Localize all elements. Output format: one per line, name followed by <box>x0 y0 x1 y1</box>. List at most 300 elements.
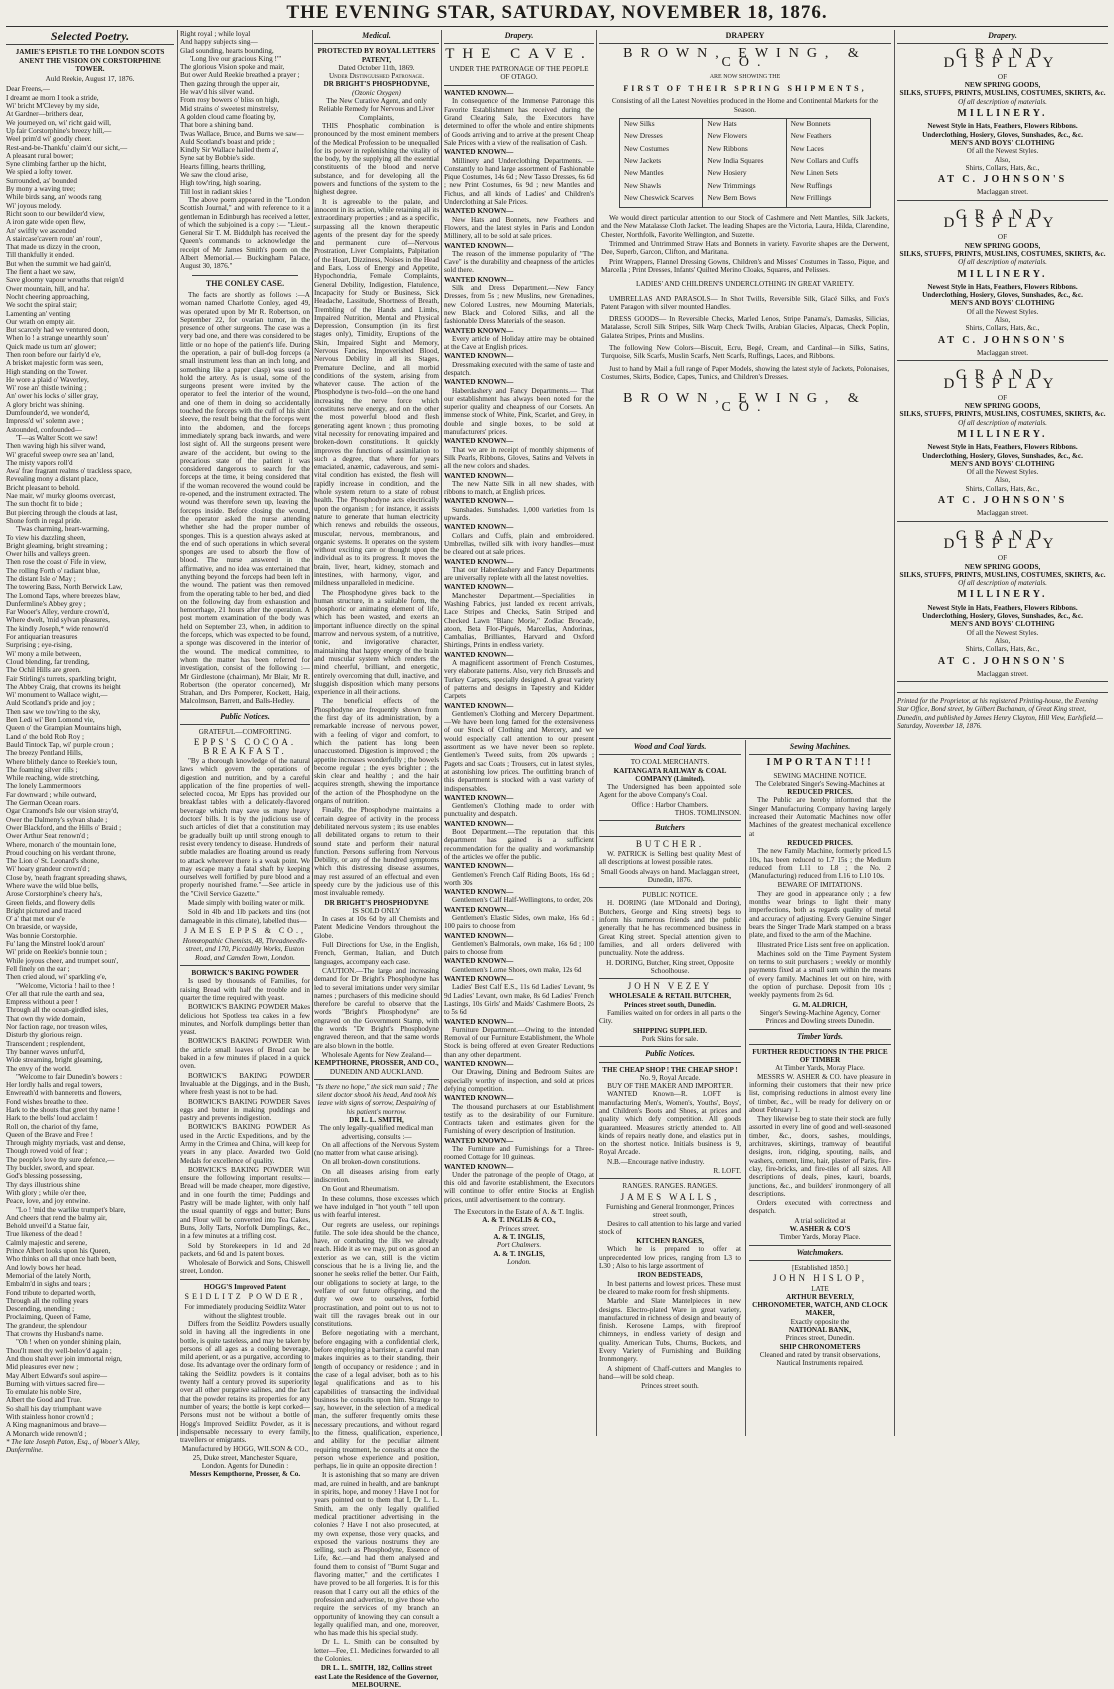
ad-johnson: AT C. JOHNSON'S <box>937 334 1068 346</box>
ad-mens: MEN'S AND BOYS' CLOTHING <box>950 299 1055 308</box>
ad-established: [Established 1850.] <box>792 1263 848 1272</box>
poem-line: The towering Bass, North Berwick Law, <box>6 583 123 592</box>
poem-line: Wi' joyous melody. <box>6 201 62 210</box>
poem-line: Hearts filling, hearts thrilling, <box>180 162 266 171</box>
ad-quote: "Is there no hope," the sick man said ; The silent doctor shook his head, And took his leave with signs of sorrow, Despairing of his patient's morrow. <box>315 1082 438 1116</box>
ad-paragraph: BORWICK'S BAKING POWDER As used in the Arctic Expeditions, and by the Army in the Crimea and China, will keep for years in any place. Awarded two Gold Medals for excellence of quality. <box>180 1123 310 1165</box>
ad-office: Office : Harbor Chambers. <box>631 800 709 809</box>
johnson-ad <box>897 46 1108 200</box>
ad-body <box>180 977 310 1275</box>
poem-line: A glory bricht was shining. <box>6 400 85 409</box>
ad-body: Which he is prepared to offer at unprecedented low prices, ranging from L3 to L30 ; Also to his large assortment of <box>599 1245 741 1271</box>
ad-name: DR L. L. SMITH, <box>349 1116 404 1124</box>
ad-millinery: MILLINERY. <box>957 428 1048 440</box>
wanted-item: Gentlemen's Clothing made to order with punctuality and despatch. <box>444 802 594 819</box>
poem-line: Roll on, the chariot of thy fame, <box>6 1122 99 1131</box>
johnson-ad <box>897 527 1108 682</box>
poem-line: Revealing mony a distant place, <box>6 475 99 484</box>
poem-line: Surprising ; eye-rising, <box>6 641 73 650</box>
poem-line: Fond wishes breathe to thee. <box>6 1097 89 1106</box>
ad-street: Maclaggan street. <box>976 188 1029 197</box>
ad-showing: ARE NOW SHOWING THE <box>709 73 781 80</box>
wanted-item: Ladies' Best Calf E.S., 11s 6d Ladies' Levant, 9s 9d Ladies' Levant, own make, 8s 6d Ladies' French Lastings, 10s Girls' and Maids' Cashmere Boots, 2s to 5s 6d <box>444 983 594 1017</box>
wanted-label: WANTED KNOWN— <box>444 1136 514 1145</box>
goods-grid <box>619 118 871 208</box>
wanted-item: Millinery and Underclothing Departments. —Constantly to hand large assortment of Fashionable Pique Costumes, 14s 6d ; New Tasso Dresses, 6s 6d ; new Print Costumes, 6s 9d ; new Mantles and Fichus, and all kinds of Ladies' and Children's Underclothing at Sale Prices. <box>444 156 594 207</box>
poem-line: Thy banner waves unfurl'd, <box>6 1047 85 1056</box>
poem-line: A staircase'cavern roun' an' roun', <box>6 234 102 243</box>
poem-line: Up fair Corstorphine's breezy hill,— <box>6 126 112 135</box>
poem-line: The sun thocht fit to bide ; <box>6 500 83 509</box>
ad-body: In cases at 10s 6d by all Chemists and Patent Medicine Vendors throughout the Globe. <box>314 915 439 940</box>
wanted-item: Every article of Holiday attire may be obtained at the Cave at English prices. <box>444 334 594 352</box>
poem-line: A King magnanimous and brave— <box>6 1421 107 1430</box>
ad-body <box>314 122 439 898</box>
brown-ewing-ad <box>599 30 891 736</box>
poem-line: O'er all that rule the earth and sea, <box>6 989 105 998</box>
wanted-label: WANTED KNOWN— <box>444 819 514 828</box>
ad-body: The Public are hereby informed that the Singer Manufacturing Company having largely increased their Automatic Machines now offer Machines of the greatest mechanical excellence at <box>749 796 891 838</box>
poem-line: While joyous cheer, and trumpet soun', <box>6 956 119 965</box>
ad-ladies: LADIES' AND CHILDREN'S UNDERCLOTHING IN GREAT VARIETY. <box>636 280 854 289</box>
goods-item: New Feathers <box>790 131 832 141</box>
ad-name: JOHN VEZEY <box>627 981 713 992</box>
poem-line: Thy days illustrious shine <box>6 1180 81 1189</box>
ad-paragraph: Before negotiating with a merchant, before engaging with a confidential clerk, before employing a barrister, a careful man makes inquiries as to their standing, their length of occupancy or residence ; and in the case of a legal adviser, both as to his legal qualifications and as to his capabilities of transacting the individual business he consults upon him. Strange to say, however, in the selection of a medical man, the sufferer frequently omits these necessary precautions, and without regard to the fitness, qualification, experience, and ability for the peculiar ailment requiring treatment, he consults at once the person whose experience and position, perhaps, lie in quite an opposite direction ! <box>314 1329 439 1471</box>
section-heading: Watchmakers. <box>796 1247 844 1257</box>
divider <box>180 724 310 725</box>
ad-street: Maclaggan street. <box>976 509 1029 518</box>
ad-list-item: On Gout and Rheumatism. <box>322 1185 400 1194</box>
ad-shirts: Shirts, Collars, Hats, &c., <box>965 324 1040 333</box>
poem-line: Glad sounding, hearts bounding, <box>180 46 274 55</box>
poem-line: Transcendent ; resplendent, <box>6 1039 85 1048</box>
section-heading: Sewing Machines. <box>789 742 851 751</box>
poem-line: Bauld Tintock Tap, wi' purple croun ; <box>6 740 114 749</box>
ad-company: KAITANGATA RAILWAY & COAL COMPANY (Limited). <box>613 766 727 783</box>
ad-city: MELBOURNE. <box>352 1680 401 1689</box>
ad-reduced: REDUCED PRICES. <box>787 788 853 797</box>
ad-late: LATE <box>811 1284 829 1293</box>
ad-name: DR BRIGHT'S PHOSPHODYNE, <box>323 80 430 89</box>
ad-body: A shipment of Chaff-cutters and Mangles to hand—will be sold cheap. <box>599 1364 741 1381</box>
wanted-label: WANTED KNOWN— <box>444 557 514 566</box>
poem-line: While birds sang, an' woods rang <box>6 193 102 202</box>
ad-list: SILKS, STUFFS, PRINTS, MUSLINS, COSTUMES, SKIRTS, &c. <box>899 249 1106 258</box>
ad-body: Families waited on for orders in all parts o the City. <box>599 1009 741 1026</box>
wanted-label: WANTED KNOWN— <box>444 888 514 897</box>
ad-title: GRAND DISPLAY <box>943 206 1062 232</box>
ad-body: H. DORING (late M'Donald and Doring), Butchers, George and King streets) begs to inform his numerous friends and the public generally that he has recommenced business in Great King street. Special attention given to families, and all orders delivered with punctuality. Note the address. <box>599 899 741 958</box>
ad-ship-sub: Cleaned and rated by transit observations, Nautical Instruments repaired. <box>759 1350 881 1368</box>
ad-name: G. M. ALDRICH, <box>792 1000 848 1009</box>
poem-line: The rolling Forth o' radiant blue, <box>6 566 100 575</box>
ad-heading: RANGES. RANGES. RANGES. <box>622 1182 718 1191</box>
poem-line: Fell finely on the ear ; <box>6 964 70 973</box>
poem-line: And thou shalt ever join immortal reign, <box>6 1354 122 1363</box>
ad-paragraph: BORWICK'S BAKING POWDER Saves eggs and butter in making puddings and pastry and prevents indigestion. <box>180 1097 310 1123</box>
poem-line: Queen o' the Grampian Mountains high, <box>6 724 122 733</box>
ad-list: SILKS, STUFFS, PRINTS, MUSLINS, COSTUMES, SKIRTS, &c. <box>899 410 1106 419</box>
goods-item: New India Squares <box>707 155 764 165</box>
divider <box>749 1029 891 1030</box>
ad-heading: THE CHEAP SHOP ! THE CHEAP SHOP ! <box>602 1065 738 1074</box>
divider <box>444 85 594 86</box>
wanted-item: The Furniture and Furnishings for a Three-roomed Cottage for 10 guineas. <box>444 1145 594 1162</box>
ad-celebrated: The Celebrated Singer's Sewing-Machines at <box>755 779 885 788</box>
poem-line: Dear Freens,— <box>6 85 50 94</box>
wanted-item: The new Natte Silk in all new shades, with ribbons to match, at English prices. <box>444 479 594 497</box>
poem-line: A golden cloud came floating by, <box>180 112 276 121</box>
goods-item: New Collars and Cuffs <box>790 155 859 165</box>
poem-line: Save gloomy vapour wreaths that reign'd <box>6 276 124 285</box>
ad-underclothing: Underclothing, Hosiery, Gloves, Sunshades, &c., &c. <box>922 612 1083 621</box>
poem-line: Queen of the Brave and Free ! <box>6 1130 94 1139</box>
ad-wholesale-sub: DUNEDIN AND AUCKLAND. <box>329 1067 424 1076</box>
ad-also: Also, <box>994 316 1011 325</box>
ad-body: Desires to call attention to his large and varied stock of <box>599 1219 741 1236</box>
poem-line: True likeness of the dead ! <box>6 1230 83 1239</box>
wanted-item: Haberdashery and Fancy Departments.— That our establishment has always been noted for the superior quality and cheapness of our Corsets. An immense stock of White, Pink, Scarlet, and Grey, in double and single boxes, to be sold at manufacturers' prices. <box>444 386 594 437</box>
poem-line: Close by, 'neath fragrant spreading shaws, <box>6 873 127 882</box>
poem-line: "Welcome to fair Dunedin's bowers : <box>16 1072 123 1081</box>
poem-line: The distant Isle o' May ; <box>6 575 76 583</box>
poem-line: On braeside, or wayside, <box>6 923 78 932</box>
poem-line: But ower Auld Reekie breathed a prayer ; <box>180 71 300 80</box>
column-cave <box>444 30 594 1440</box>
poem-line: O' a' that met our e'e <box>6 915 65 924</box>
wanted-known-list <box>444 89 594 1204</box>
poem-line: Bright gleaming, bright streaming ; <box>6 541 108 550</box>
poem-line: Far Wooer's Alley, verdure crown'd, <box>6 608 110 617</box>
ad-name: EPPS'S COCOA. BREAKFAST. <box>193 737 297 756</box>
poem-line: The breezy Pentland Hills, <box>6 749 83 758</box>
section-heading: DRAPERY <box>725 31 765 40</box>
poem-line: When lo ! a strange unearthly soun' <box>6 334 108 343</box>
poem-line: Rest-and-be-Thankfu' claim'd our sicht,— <box>6 143 128 152</box>
poem-line: An' swiftly we ascended <box>6 226 77 235</box>
divider <box>897 521 1108 522</box>
ad-body: Full Directions for Use, in the English, French, German, Italian, and Dutch languages, accompany each case. <box>314 941 439 966</box>
ad-styles: Newest Style in Hats, Feathers, Flowers Ribbons. <box>927 603 1078 612</box>
poem-line: Far downward ; while outward, <box>6 790 97 799</box>
ad-tagline: The New Curative Agent, and only Reliable Remedy for Nervous and Liver Complaints, <box>318 97 435 122</box>
goods-grid-column <box>703 119 786 207</box>
ad-first: FIRST OF THEIR SPRING SHIPMENTS, <box>623 84 867 94</box>
ad-paragraph: BORWICK'S BAKING POWDER Makes delicious hot Spotless tea cakes in a few minutes, and Norfolk dumplings better than yeast. <box>180 1003 310 1037</box>
poem-line: Land o' the bold Rob Roy ; <box>6 732 84 741</box>
wanted-item: Collars and Cuffs, plain and embroidered. Umbrellas, twilled silk with ivory handles—must be cleared out at sale prices. <box>444 531 594 557</box>
ad-all: Of all description of materials. <box>958 258 1047 267</box>
ad-millinery: MILLINERY. <box>957 108 1048 120</box>
ad-maker: Manufactured by HOGG, WILSON & CO., 25, Duke street, Manchester Square, London. Agents for Dunedin : <box>181 1445 309 1470</box>
ad-heading: FURTHER REDUCTIONS IN THE PRICE OF TIMBER <box>752 1047 888 1065</box>
ad-paragraph: Is used by thousands of Families, for raising Bread with half the trouble and in quarter the time required with yeast. <box>180 977 310 1002</box>
ad-signature: H. DORING, Butcher, King street, Opposite Schoolhouse. <box>606 958 734 975</box>
ad-body: Orders executed with correctness and despatch. <box>749 1199 891 1216</box>
ad-mens: MEN'S AND BOYS' CLOTHING <box>950 459 1055 468</box>
wanted-label: WANTED KNOWN— <box>444 471 514 480</box>
poem-line: Mid pleasures ever new ; <box>6 1363 79 1372</box>
wanted-item: Our Drawing, Dining and Bedroom Suites are especially worthy of inspection, and sold at prices defying competition. <box>444 1068 594 1093</box>
poem-line: Ogar Cramond's Isle our vision stray'd, <box>6 807 119 816</box>
poem-line: Wi' hoary grandeur crown'd ; <box>6 865 90 874</box>
column-divider <box>894 30 895 1436</box>
ad-signature-sub: Princes street. <box>498 1224 540 1233</box>
poem-line: With glory ; while o'er thee, <box>6 1188 87 1197</box>
ad-body: "By a thorough knowledge of the natural laws which govern the operations of digestion and nutrition, and by a careful application of the fine properties of well-selected cocoa, Mr Epps has provided our breakfast tables with a delicately-flavored beverage which may save us many heavy doctors' bills. It is by the judicious use of such articles of diet that a constitution may be gradually built up until strong enough to resist every tendency to disease. Hundreds of subtle maladies are floating around us ready to attack wherever there is a weak point. We may escape many a fatal shaft by keeping ourselves well fortified by pure blood and a properly nourished frame."—See article in the "Civil Service Gazette." <box>180 756 310 898</box>
ad-address: DR L. L. SMITH, 182, Collins street east Late the Residence of the Governor, <box>314 1664 439 1681</box>
wanted-item: The thousand purchasers at our Establishment testify as to the desirability of our Furniture. Contracts taken and estimates given for the Furnishing of every description of Institution. <box>444 1102 594 1136</box>
poem-line: With stainless honor crown'd ; <box>6 1412 94 1421</box>
poem-line: Twas Wallace, Bruce, and Burns we saw— <box>180 129 304 138</box>
goods-item: New Costumes <box>624 143 669 153</box>
wanted-item: A magnificent assortment of French Costumes, very elaborate patterns. Also, very rich Brussels and Turkey Carpets, specially designed. A great variety of patterns and designs in Tapestry and Kidder Carpets <box>444 659 594 701</box>
poem-line: Then waving high his silver wand, <box>6 442 106 451</box>
poem-line: Wi' bricht M'Clevey by my side, <box>6 102 100 111</box>
ad-name: SEIDLITZ POWDER, <box>184 1292 306 1302</box>
article-body <box>180 291 310 706</box>
wanted-item: New Hats and Bonnets, new Feathers and Flowers, and the latest styles in Paris and London Millinery, all to be sold at sale prices. <box>444 215 594 241</box>
ad-shirts: Shirts, Collars, Hats, &c., <box>965 484 1040 493</box>
poem-line: Wi' monument to Wallace wight,— <box>6 691 108 700</box>
poem-line: Then cried aloud, wi' sparkling e'e, <box>6 973 107 982</box>
wanted-label: WANTED KNOWN— <box>444 378 514 387</box>
poem-line: Bright pictured and traced <box>6 906 82 915</box>
ad-umbrellas: UMBRELLAS AND PARASOLS— In Shot Twills, Reversible Silk, Glacé Silks, and Fox's Patent Paragon with silver mounted Handles. <box>601 294 889 311</box>
poem-line: And cheers that rend the balmy air, <box>6 1213 107 1222</box>
poem-continued <box>180 30 310 196</box>
ad-signature: W. ASHER & CO'S <box>789 1225 851 1234</box>
divider <box>599 978 741 979</box>
poem-line: While reaching, wide stretching, <box>6 774 100 783</box>
poem-line: Syne climbing farther up the hicht, <box>6 160 107 169</box>
ad-list-item: On all broken-down constitutions. <box>322 1158 421 1167</box>
poem-line: Quick made us turn an' glower; <box>6 342 97 351</box>
divider <box>749 754 891 755</box>
goods-item: New Shawls <box>624 180 662 190</box>
section-heading: Wood and Coal Yards. <box>633 742 707 751</box>
ad-title: GRAND DISPLAY <box>943 367 1062 392</box>
ad-executors: The Executors in the Estate of A. & T. Inglis. <box>454 1208 584 1217</box>
poem-line: To emulate his noble Sire, <box>6 1388 82 1397</box>
poem-line: We journeyed on, wi' richt gaid will, <box>6 118 111 127</box>
poem-line: Through all the rolling years <box>6 1296 89 1305</box>
ad-also: Also, <box>994 636 1011 645</box>
ad-paragraph: It is agreeable to the palate, and innocent in its action, while retaining all its extraordinary properties ; and as a specific, surpassing all the known therapeutic agents of the present day for the speedy and permanent cure of—Nervous Prostration, Liver Complaints, Palpitation of the Heart, Dizziness, Noises in the Head and Ears, Loss of Energy and Appetite, Hypochondria, Female Complaints, General Debility, Indigestion, Flatulence, Incapacity for Study or Business, Sick Headache, Lassitude, Shortness of Breath, Trembling of the Hands and Limbs, Impaired Nutrition, Mental and Physical Depression, Consumption (in its first stages only), Timidity, Eruptions of the Skin, Impaired Sight and Memory, Nervous Fancies, Impoverished Blood, Nervous Debility in all its Stages, Premature Decline, and all morbid conditions of the system, arising from whatever cause. The action of the Phosphodyne is two-fold—on the one hand increasing the nerve force which constitutes nerve energy, and on the other the most powerful blood and flesh generating agent known ; thus promoting vital necessity for renovating impaired and broken-down constitutions. It quickly improves the functions of assimilation to such a degree, that where for years emaciated, anæmic, cadaverous, and semi-vital condition has existed, the flesh will rapidly increase in condition, and the whole system return to a state of robust health. The Phosphodyne acts electrically upon the organism ; for instance, it assists nature to generate that human electricity which renews and rebuilds the osseous, muscular, nervous, membranous, and organic systems. It operates on the system without exciting care or thought upon the individual as to its progress. It moves the brain, liver, heart, kidney, stomach and intestines, with harmony, vigor, and mildness unparalleled in medicine. <box>314 197 439 588</box>
divider <box>897 200 1108 201</box>
goods-item: New Linen Sets <box>790 168 838 178</box>
ad-mens-sub: Of all the Newest Styles. <box>966 307 1039 316</box>
wanted-item: That we are in receipt of monthly shipments of Silk Pearls, Ribbons, Gloves, Satins and Velvets in all the new colors and shades. <box>444 445 594 471</box>
ad-goods: NEW SPRING GOODS, <box>964 81 1041 90</box>
poem-line: By mony a waving tree; <box>6 185 76 194</box>
ad-paragraph: Print Wrappers, Flannel Dressing Gowns, Children's and Misses' Costumes in Tasso, Pique, and Marcella ; Print Dresses, Infants' Quilted Merino Cloaks, Squares, and Pelisses. <box>601 257 889 274</box>
poem-line: The Lomond Taps, where breezes blaw, <box>6 591 121 600</box>
ad-signature: R. LOFT. <box>713 1167 741 1176</box>
poem-line: The envy of the world. <box>6 1064 72 1073</box>
poem-line: We socht the spiral stair; <box>6 301 77 310</box>
ad-body: They are good in appearance only ; a few months wear brings to light their many imperfections, both as regards quality of metal and accuracy of adjusting. Every Genuine Singer bears the Singer Trade Mark stamped on a brass plate, and fixed to the arm of the Machine. <box>749 889 891 940</box>
poem-line: Impress'd wi' solemn awe ; <box>6 417 84 426</box>
column-divider <box>312 30 313 1436</box>
poem-line: Astounded, confounded— <box>6 425 82 434</box>
poem-line: High tow'ring, high soaring, <box>180 179 261 188</box>
ad-mail: Just to hand by Mail a full range of Paper Models, showing the latest style of Jackets, Polonaises, Costumes, Skirts, Bodice, Capes, Tunics, and Children's Dresses. <box>601 364 889 381</box>
ad-firm-sub: Homœopathic Chemists, 48, Threadneedle-street, and 170, Piccadilly Works, Euston Road, and Camden Town, London. <box>182 937 308 962</box>
wanted-label: WANTED KNOWN— <box>444 975 514 984</box>
poem-line: For antiquarian treasures <box>6 633 78 642</box>
poem-line: Right royal ; while loyal <box>180 30 251 38</box>
goods-item: New Ribbons <box>707 143 748 153</box>
divider <box>444 43 594 44</box>
poem-line: Where dwelt, 'mid sylvan pleasures, <box>6 616 110 625</box>
poem-line: Auld Scotland's boast and pride ; <box>180 137 275 146</box>
poem-line: Peace, love, and joy entwine. <box>6 1197 91 1206</box>
poem-line: The people's love thy sure defence,— <box>6 1155 115 1164</box>
ad-body: WANTED Known—R. LOFT is manufacturing Men's, Women's, Youths', Boys', and Children's Boots and Shoes, at prices and quality which defy competition. All goods guaranteed. Measures strictly attended to. All kinds of repairs neatly done, and elastics put in on the shortest notice. Initials business is 9, Royal Arcade. <box>599 1090 741 1157</box>
column-two <box>180 30 310 1479</box>
wanted-item: Silk and Dress Department.—New Fancy Dresses, from 5s ; new Muslins, new Grenadines, new Colored Lustres, new Mourning Materials, new Black and Colored Silks, and all the fashionable Dress Materials of the season. <box>444 284 594 326</box>
poem-line: Burning with virtues sacred fire— <box>6 1379 105 1388</box>
poem-line: Calmly majestic and serene, <box>6 1238 88 1247</box>
ad-signature-sub: Timber Yards, Moray Place. <box>779 1233 861 1242</box>
column-divider <box>441 30 442 1436</box>
ad-patronage: Under Distinguished Patronage. <box>328 72 425 81</box>
section-heading: Selected Poetry. <box>50 29 130 43</box>
divider <box>180 1279 310 1280</box>
poem-line: The grandeur, the splendour <box>6 1321 87 1330</box>
ad-paragraph: BORWICK'S BAKING POWDER Will ensure the following important results:—Bread will be made cheaper, more digestive, and in one fourth the time; Puddings and Pastry will be made lighter, with only half the usual quantity of eggs and butter; Buns and Flour will be converted into Tea Cakes, Buns, Jolly Tarts, Norfolk Dumplings, &c., in a few minutes at a trifling cost. <box>180 1165 310 1241</box>
ad-body: CAUTION.—The large and increasing demand for Dr Bright's Phosphodyne has led to several imitations under very similar names ; purchasers of this medicine should therefore be careful to observe that the words "Bright's Phosphodyne" are engraved on the Government Stamp, with the words "Dr Bright's Phosphodyne engraved thereon, and that the same words are also blown in the bottle. <box>314 966 439 1050</box>
wanted-label: WANTED KNOWN— <box>444 352 514 361</box>
ad-also: Also, <box>994 155 1011 164</box>
poem-line: The German Ocean roars. <box>6 799 81 808</box>
ad-consisting: Consisting of all the Latest Novelties produced in the Home and Continental Markets for the Season. <box>611 97 879 114</box>
divider <box>6 44 174 45</box>
ad-paragraph: We would direct particular attention to our Stock of Cashmere and Nett Mantles, Silk Jackets, and the New Matalasse Cloth Jacket. The leading Shapes are the Victoria, Laura, Hilda, Clarendine, Chester, Northfolk, Favorite Wellington, and Suzette. <box>601 214 889 239</box>
section-heading: Timber Yards. <box>797 1031 843 1041</box>
ad-paragraph: Our regrets are useless, our repinings futile. The sole idea should be the chance, have, or combating the ills we already reach. Hide it as we may, put on as good an exterior as we can, still is the victim conscious that he is a living lie, and the sooner he seeks relief the better. Our Faith, our obligations to society at large, to the welfare of our future offspring, and the duty we owe to ourselves, forbid procrastination, and point out to us not to wait till the ravages break out in our constitutions. <box>314 1220 439 1329</box>
wanted-label: WANTED KNOWN— <box>444 148 514 157</box>
ad-firm: BROWN, EWING, & CO. <box>623 46 867 70</box>
ad-body: The new Family Machine, formerly priced L5 10s, has been reduced to L7 15s ; the Medium reduced from L11 to L8 ; the No. 2 (Manufacturing) reduced from L16 to L10 10s. <box>749 847 891 881</box>
letter-note: The above poem appeared in the "London Scottish Journal," and with reference to it a gentleman in Edinburgh has received a letter, of which the subjoined is a copy :— "Lieut.-General Sir T. M. Biddulph has received the Queen's commands to acknowledge the receipt of Mr James Smith's poem on the Albert Memorial.— Buckingham Palace, August 30, 1876." <box>180 195 310 271</box>
poem-line: Syne sat by Bobbie's side. <box>180 154 255 163</box>
poem-line: Behold unveil'd a Statue fair, <box>6 1222 90 1231</box>
poem-line: Green fields, and flowery dells <box>6 898 95 907</box>
ad-royal: PROTECTED BY ROYAL LETTERS PATENT, <box>317 47 436 64</box>
poem-line: Fair Stirling's turrets, sparkling bright, <box>6 674 117 683</box>
ad-body: Machines sold on the Time Payment System on terms to suit purchasers ; weekly or monthly payments fixed at a small sum within the means of every family. Machines let out on hire, with the option of purchase. Deposit from 10s ; weekly payments from 2s 6d. <box>749 949 891 1000</box>
ad-patronage: UNDER THE PATRONAGE OF THE PEOPLE OF OTAGO. <box>449 64 589 81</box>
ad-shirts: Shirts, Collars, Hats, &c., <box>965 645 1040 654</box>
ad-also: Also, <box>994 476 1011 485</box>
goods-item: New Bern Bows <box>707 192 757 202</box>
ad-body: MESSRS W. ASHER & CO. have pleasure in informing their customers that their new price list, comprising reductions in almost every line of timber, &c., will be ready for delivery on or about February 1. <box>749 1072 891 1114</box>
poem-line: Embalm'd in sighs and tears ; <box>6 1280 91 1289</box>
wanted-item: Gentlemen's Balmorals, own make, 16s 6d ; 100 pairs to choose from <box>444 939 594 957</box>
ad-title: GRAND DISPLAY <box>943 527 1062 552</box>
ad-bank-sub: Princes street, Dunedin. <box>785 1334 855 1343</box>
poem-line: To view his dazzling sheen, <box>6 533 86 542</box>
ad-trade: CHRONOMETER, WATCH, AND CLOCK MAKER, <box>752 1301 888 1318</box>
goods-item: New Bonnets <box>790 119 831 129</box>
divider <box>599 738 891 739</box>
ad-of: OF <box>997 393 1008 402</box>
poem-line: Then gazing through the upper air, <box>180 79 280 88</box>
ad-paragraph: Trimmed and Untrimmed Straw Hats and Bonnets in variety. Favorite shapes are the Derwent, Dee, Superb, Garcon, Clifton, and Maritana. <box>601 240 889 257</box>
poem-line: Thy buckler, sword, and spear. <box>6 1164 95 1173</box>
poem-line: Memorial of the lately North, <box>6 1271 91 1280</box>
poem-line: Dumfounder'd, we wonder'd, <box>6 409 90 418</box>
column-poetry <box>6 29 174 1455</box>
poem-body <box>6 85 174 1437</box>
wanted-item: Under the patronage of the people of Otago, at this old and favorite establishment, the Executors will continue to offer entire Stocks at English prices, until advertisement to the contrary. <box>444 1170 594 1204</box>
poem-line: Our wrath on empty air. <box>6 317 75 326</box>
poem-line: Albert the Good and True. <box>6 1396 82 1405</box>
poem-line: The Ochil Hills are green. <box>6 666 81 675</box>
divider <box>314 43 439 44</box>
poem-line: Nocht cheering approaching, <box>6 292 90 301</box>
column-divider <box>745 740 746 1436</box>
ad-of: OF <box>997 233 1008 242</box>
poem-line: The foaming silver rills ; <box>6 765 78 774</box>
ad-pork: Pork Skins for sale. <box>641 1034 699 1043</box>
section-heading: Medical. <box>362 31 391 40</box>
ad-sold-heading: DR BRIGHT'S PHOSPHODYNE <box>324 898 429 907</box>
masthead: THE EVENING STAR, SATURDAY, NOVEMBER 18, 1876. <box>286 2 828 23</box>
poem-line: A Monarch wide renown'd ; <box>6 1429 87 1438</box>
ad-millinery: MILLINERY. <box>957 268 1048 280</box>
goods-item: New Dresses <box>624 131 663 141</box>
ad-mens-sub: Of all the Newest Styles. <box>966 147 1039 156</box>
poem-line: From rosy bowers o' bliss on high, <box>180 96 280 105</box>
poem-line: High standing on the Tower. <box>6 367 88 376</box>
poem-line: The lonely Lammermoors <box>6 782 82 791</box>
wanted-label: WANTED KNOWN— <box>444 931 514 940</box>
column-divider <box>177 30 178 1436</box>
ad-body: W. PATRICK is Selling best quality Mest of all descriptions at lowest possible rates. <box>599 849 741 867</box>
poem-line: Thou'lt meet thy well-belov'd again ; <box>6 1346 112 1355</box>
ad-paragraph: Wholesale of Borwick and Sons, Chiswell street, London. <box>180 1259 310 1276</box>
ad-address: No. 9, Royal Arcade. <box>639 1073 701 1082</box>
poem-line: Cloud blending, far trending, <box>6 657 90 666</box>
poem-line: Was bonnie Corstorphie. <box>6 931 78 940</box>
ad-tagline: The only legally-qualified medical man advertising, consults :— <box>319 1124 434 1141</box>
johnson-ad <box>897 367 1108 521</box>
ad-body: The Undersigned has been appointed sole Agent for the above Company's Coal. <box>599 783 741 800</box>
poem-line: Ower hills and valleys green. <box>6 550 91 559</box>
ad-list: SILKS, STUFFS, PRINTS, MUSLINS, COSTUMES, SKIRTS, &c. <box>899 570 1106 579</box>
ad-list: SILKS, STUFFS, PRINTS, MUSLINS, COSTUMES, SKIRTS, &c. <box>899 89 1106 98</box>
ad-list <box>314 1141 439 1194</box>
poem-line: Then roon before our fairly'd e'e, <box>6 350 101 359</box>
poem-line: "Oh ! when on yonder shining plain, <box>16 1338 121 1347</box>
poem-line: God's blessing possessing, <box>6 1172 83 1181</box>
poem-date: Auld Reekie, August 17, 1876. <box>45 75 135 84</box>
wanted-label: WANTED KNOWN— <box>444 583 514 592</box>
imprint: Printed for the Proprietor, at his registered Printing-house, the Evening Star Office, Bond street, by Gilbert Buchanan, of Great King street, Dunedin, and published by James Henry Clayton, Hill View, Earlsfield.—Saturday, November 18, 1876. <box>897 697 1104 730</box>
ad-mens-sub: Of all the Newest Styles. <box>966 468 1039 477</box>
poem-line: Through all the ocean-girdled isles, <box>6 1006 108 1015</box>
ad-signature-sub: London. <box>507 1257 531 1266</box>
ad-johnson: AT C. JOHNSON'S <box>937 655 1068 667</box>
poem-line: May Albert Edward's soul aspire— <box>6 1371 108 1380</box>
poem-line: Nor faction rage, nor treason wiles, <box>6 1023 108 1032</box>
article-paragraph: The facts are shortly as follows :—A woman named Charlotte Conley, aged 49, was operated upon by Mr R. Robertson, on September 22, for ovarian tumor, in the presence of other surgeons. The case was a very bad one, and there was considered to be little or no hope of the patient's life. During the operation, a pair of bull-dog forceps (a small instrument less than an inch long, and something like a paper clasp) was used to hold the artery. As is usual, some of the surgeons present were invited by the operator to feel the interior of the wound, and one of them in doing so accidentally touched the forceps with the cuff of his shirt sleeve, the result being that the forceps went into the abdomen, and the forceps immediately sprang back inwards, and were lost sight of. All the surgeons present were aware of the accident, but owing to the precarious state of the patient it was considered dangerous to search for the forceps at the time, it being considered that if the woman recovered the wound could be re-opened, and the instrument extracted. The wound was therefore sewn up, leaving the forceps inside. Before closing the wound, the operator asked the nurse attending whether she had the proper number of sponges. This is a question always asked at the end of such operations in which several sponges are used to absorb the flow of blood. The nurse answered in the affirmative, and no idea was entertained that anything beyond the forceps had been left in the wound. The patient was then removed from the operating table to her bed, and died on the following day from exhaustion and hemorrhage, 21 hours after the operation. A post mortem examination of the body was held on September 23, when, in addition to the forceps, which was expected to be found, a sponge was discovered in the interior of the wound. The medical committee, to whom the matter has been referred for investigation, consist of the following :— Mr Girdlestone (chairman), Mr Blair, Mr R. Robertson (the operator concerned), Mr Strahan, and Drs Pomperer, Kockett, Haig, Malcolmson, Barrett, and Balls-Hedley. <box>180 290 310 706</box>
poem-line: Auld Scotland's pride and joy ; <box>6 699 95 708</box>
